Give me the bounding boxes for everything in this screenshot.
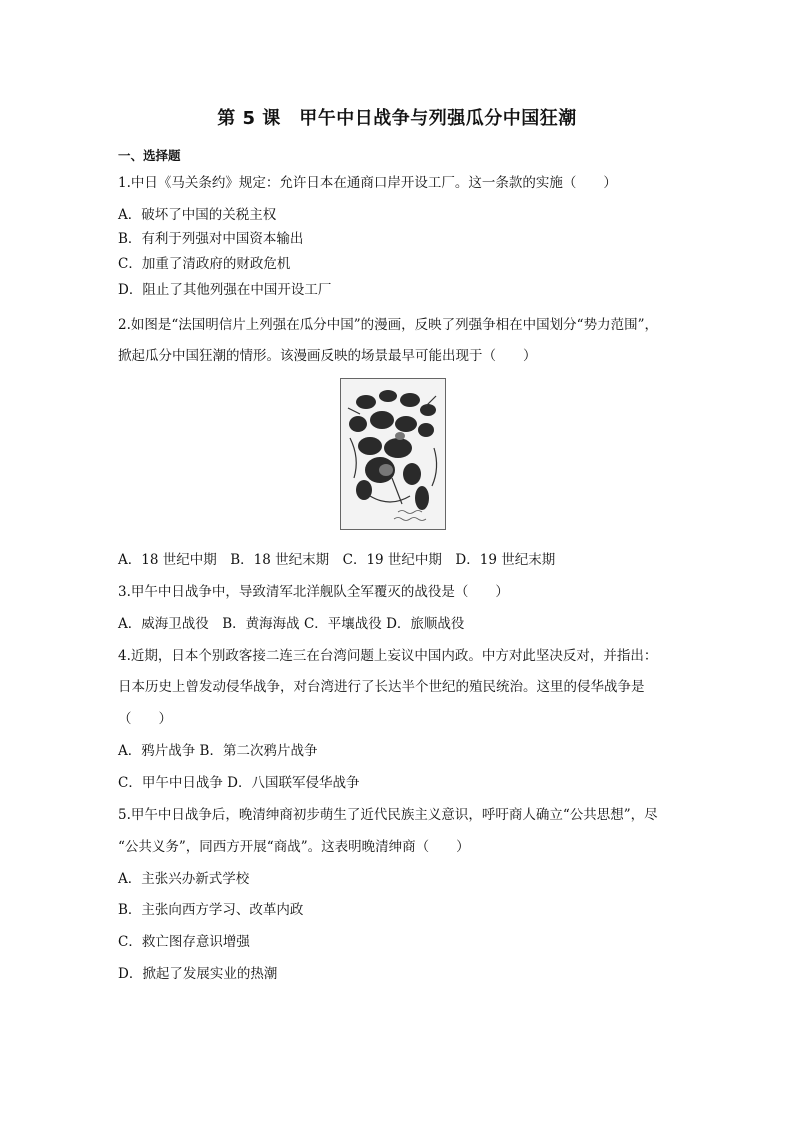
q4-stem-line3: （ ）	[118, 711, 172, 727]
q4-option-cd[interactable]: C．甲午中日战争 D．八国联军侵华战争	[118, 775, 360, 791]
q4-option-ab[interactable]: A．鸦片战争 B．第二次鸦片战争	[118, 743, 318, 759]
q5-option-a[interactable]: A．主张兴办新式学校	[118, 871, 250, 887]
q5-stem-line1: 5.甲午中日战争后，晚清绅商初步萌生了近代民族主义意识，呼吁商人确立“公共思想”，尽	[118, 807, 658, 823]
q2-stem-line1: 2.如图是“法国明信片上列强在瓜分中国”的漫画，反映了列强争相在中国划分“势力范围”，	[118, 317, 658, 333]
q1-option-b[interactable]: B．有利于列强对中国资本输出	[118, 231, 304, 247]
q5-stem-line2: “公共义务”，同西方开展“商战”。这表明晚清绅商（ ）	[118, 839, 470, 855]
q1-option-a[interactable]: A．破坏了中国的关税主权	[118, 207, 277, 223]
q1-stem: 1.中日《马关条约》规定：允许日本在通商口岸开设工厂。这一条款的实施（ ）	[118, 175, 617, 191]
q5-option-d[interactable]: D．掀起了发展实业的热潮	[118, 966, 278, 982]
q3-options[interactable]: A．威海卫战役 B．黄海海战 C．平壤战役 D．旅顺战役	[118, 616, 465, 632]
q2-options[interactable]: A．18 世纪中期 B．18 世纪末期 C．19 世纪中期 D．19 世纪末期	[118, 552, 556, 568]
section-heading: 一、选择题	[118, 148, 181, 163]
q3-stem: 3.甲午中日战争中，导致清军北洋舰队全军覆灭的战役是（ ）	[118, 584, 509, 600]
q5-option-c[interactable]: C．救亡图存意识增强	[118, 934, 250, 950]
q1-option-d[interactable]: D．阻止了其他列强在中国开设工厂	[118, 282, 332, 298]
q5-option-b[interactable]: B．主张向西方学习、改革内政	[118, 902, 304, 918]
q1-option-c[interactable]: C．加重了清政府的财政危机	[118, 256, 291, 272]
partition-cartoon-image	[340, 378, 446, 530]
q4-stem-line2: 日本历史上曾发动侵华战争，对台湾进行了长达半个世纪的殖民统治。这里的侵华战争是	[118, 679, 645, 695]
q4-stem-line1: 4.近期，日本个别政客接二连三在台湾问题上妄议中国内政。中方对此坚决反对，并指出：	[118, 648, 658, 664]
lesson-title: 第 5 课 甲午中日战争与列强瓜分中国狂潮	[217, 108, 577, 129]
q2-stem-line2: 掀起瓜分中国狂潮的情形。该漫画反映的场景最早可能出现于（ ）	[118, 348, 537, 364]
